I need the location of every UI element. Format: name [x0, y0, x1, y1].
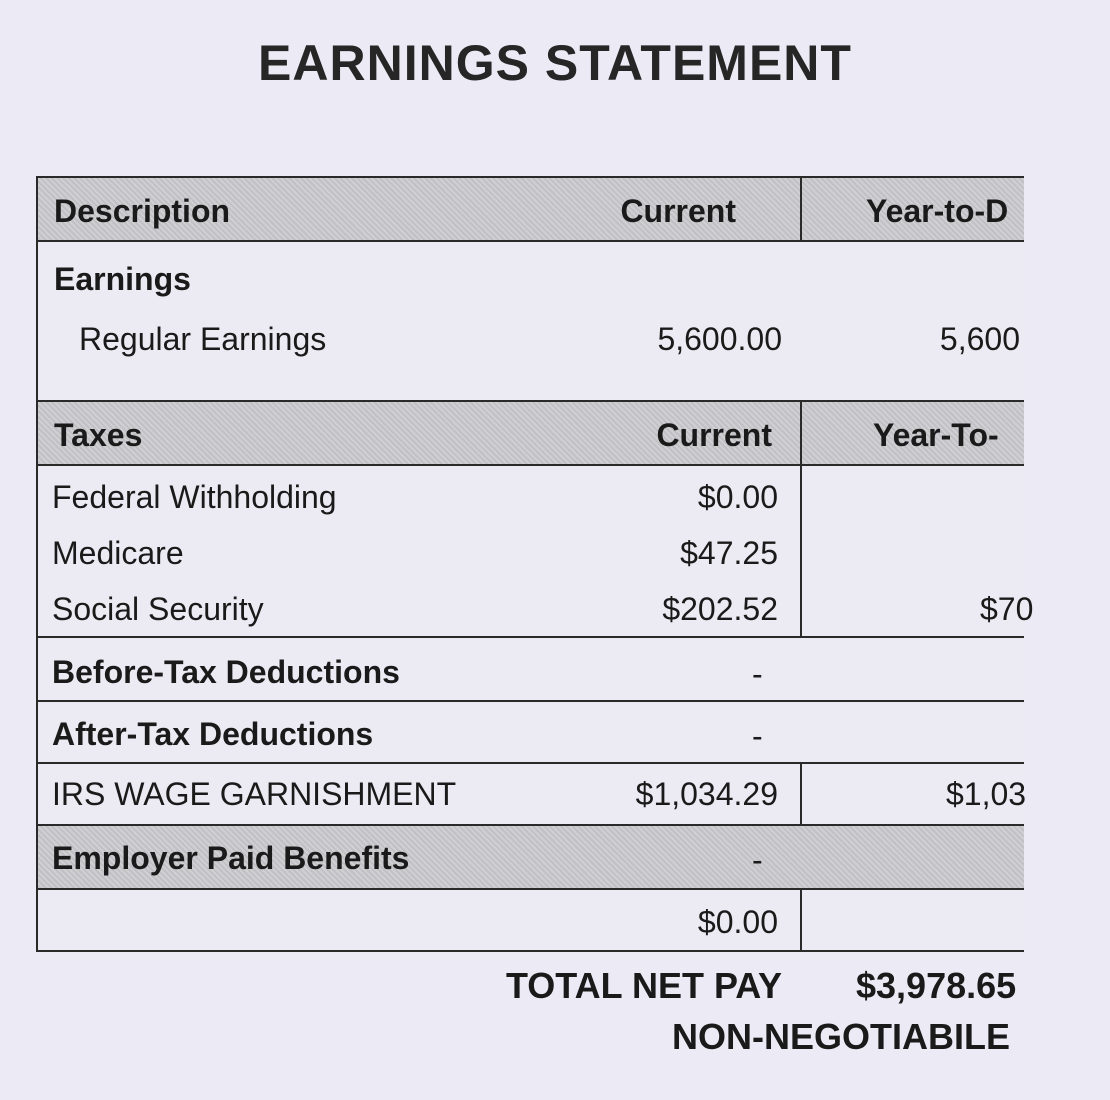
total-net-pay-value: $3,978.65 — [856, 965, 1017, 1006]
medicare-label: Medicare — [52, 535, 184, 571]
medicare-current: $47.25 — [680, 535, 778, 571]
column-divider-garnishment — [800, 762, 802, 824]
regular-earnings-label: Regular Earnings — [79, 321, 327, 357]
social-security-ytd: $70 — [980, 591, 1034, 627]
column-divider-benefits-amount — [800, 888, 802, 952]
taxes-current-label: Current — [656, 417, 772, 453]
employer-benefits-amount: $0.00 — [697, 904, 778, 940]
social-security-current: $202.52 — [662, 591, 778, 627]
non-negotiable-label: NON-NEGOTIABILE — [672, 1016, 1010, 1057]
employer-benefits-label: Employer Paid Benefits — [52, 840, 410, 876]
federal-withholding-current: $0.00 — [697, 479, 778, 515]
employer-benefits-current: - — [752, 842, 763, 878]
taxes-header-label: Taxes — [54, 417, 143, 453]
social-security-label: Social Security — [52, 591, 264, 627]
header-description: Description — [54, 193, 231, 229]
document-title: EARNINGS STATEMENT — [258, 35, 852, 91]
table-bottom-border — [36, 950, 1024, 952]
garnishment-label: IRS WAGE GARNISHMENT — [52, 776, 457, 812]
regular-earnings-current: 5,600.00 — [657, 321, 782, 357]
total-net-pay-label: TOTAL NET PAY — [505, 965, 782, 1006]
regular-earnings-ytd: 5,600 — [939, 321, 1020, 357]
header-ytd: Year-to-D — [866, 193, 1009, 229]
before-tax-current: - — [752, 656, 763, 692]
column-divider-taxes — [800, 400, 802, 636]
taxes-ytd-label: Year-To- — [873, 417, 999, 453]
column-divider-header — [800, 176, 802, 240]
header-current: Current — [620, 193, 736, 229]
after-tax-current: - — [752, 718, 763, 754]
after-tax-label: After-Tax Deductions — [52, 716, 374, 752]
garnishment-ytd: $1,03 — [946, 776, 1027, 812]
garnishment-current: $1,034.29 — [635, 776, 778, 812]
federal-withholding-label: Federal Withholding — [52, 479, 337, 515]
earnings-section-label: Earnings — [54, 261, 191, 297]
employer-benefits-amount-row — [36, 888, 1024, 952]
table-left-border — [36, 176, 38, 952]
before-tax-label: Before-Tax Deductions — [52, 654, 400, 690]
